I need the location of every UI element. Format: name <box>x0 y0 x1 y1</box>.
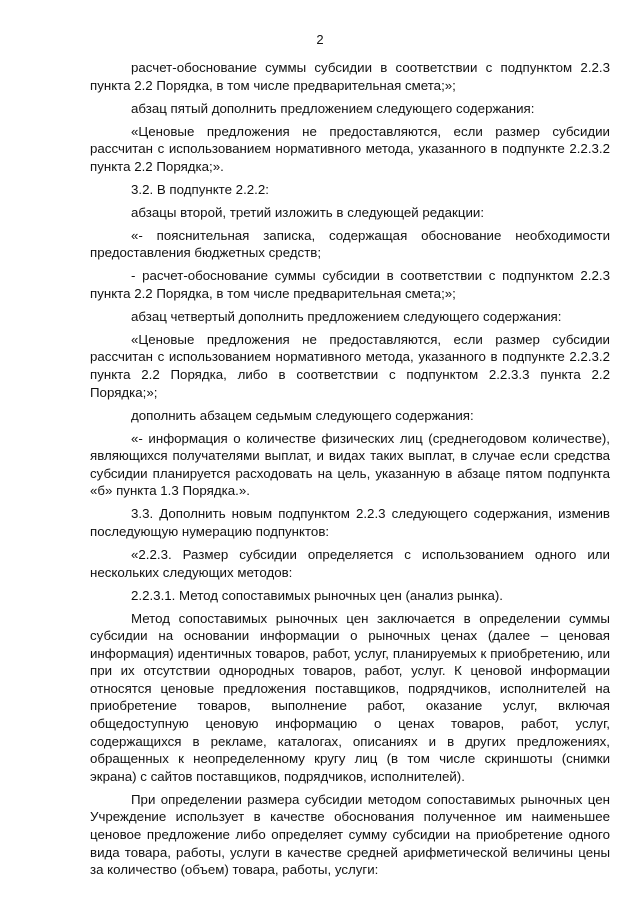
paragraph: «2.2.3. Размер субсидии определяется с использованием одного или нескольких следующих методов: <box>90 546 610 580</box>
paragraph: При определении размера субсидии методом сопоставимых рыночных цен Учреждение использует в качестве обоснования полученное им наименьшее ценовое предложение либо определяет сумму субсидии на приобретение одного вида товара, работы, услуги в качестве средней арифметической величины цены за количество (объем) товара, работы, услуги: <box>90 791 610 878</box>
page-number: 2 <box>316 32 324 47</box>
paragraph: дополнить абзацем седьмым следующего содержания: <box>131 407 474 423</box>
paragraph: «Ценовые предложения не предоставляются, если размер субсидии рассчитан с использованием нормативного метода, указанного в подпункте 2.2.3.2 пункта 2.2 Порядка;». <box>90 123 610 174</box>
paragraph: - расчет-обоснование суммы субсидии в соответствии с подпунктом 2.2.3 пункта 2.2 Порядка, в том числе предварительная смета;»; <box>90 268 610 301</box>
paragraph: 3.3. Дополнить новым подпунктом 2.2.3 следующего содержания, изменив последующую нумерацию подпунктов: <box>90 506 610 539</box>
document-body <box>90 59 610 884</box>
paragraph: абзац четвертый дополнить предложением следующего содержания: <box>131 308 562 324</box>
paragraph: абзацы второй, третий изложить в следующей редакции: <box>131 204 485 220</box>
paragraph: абзац пятый дополнить предложением следующего содержания: <box>131 100 535 116</box>
paragraph: расчет-обоснование суммы субсидии в соответствии с подпунктом 2.2.3 пункта 2.2 Порядка, в том числе предварительная смета;»; <box>90 60 610 93</box>
paragraph: 3.2. В подпункте 2.2.2: <box>131 181 269 197</box>
paragraph: «- информация о количестве физических лиц (среднегодовом количестве), являющихся получателями выплат, и видах таких выплат, в случае если средства субсидии планируется расходовать на цель, указанную в абзаце пятом подпункта «б» пункта 1.3 Порядка.». <box>90 430 610 499</box>
paragraph: 2.2.3.1. Метод сопоставимых рыночных цен (анализ рынка). <box>131 587 503 603</box>
paragraph: «Ценовые предложения не предоставляются, если размер субсидии рассчитан с использованием нормативного метода, указанного в подпункте 2.2.3.2 пункта 2.2 Порядка, либо в соответствии с подпунктом 2.2.3.3 пункта 2.2 Порядка;»; <box>90 331 610 400</box>
paragraph: Метод сопоставимых рыночных цен заключается в определении суммы субсидии на основании информации о рыночных ценах (далее – ценовая информация) идентичных товаров, работ, услуг, планируемых к приобретению, или при их отсутствии однородных товаров, работ, услуг. К ценовой информации относятся ценовые предложения поставщиков, подрядчиков, исполнителей на приобретение товаров, выполнение работ, оказание услуг, включая общедоступную ценовую информацию о ценах товаров, работ, услуг, содержащихся в рекламе, каталогах, описаниях и в других предложениях, обращенных к неопределенному кругу лиц (в том числе скриншоты (снимки экрана) с сайтов поставщиков, подрядчиков, исполнителей). <box>90 610 610 784</box>
paragraph: «- пояснительная записка, содержащая обоснование необходимости предоставления бюджетных средств; <box>90 227 610 261</box>
